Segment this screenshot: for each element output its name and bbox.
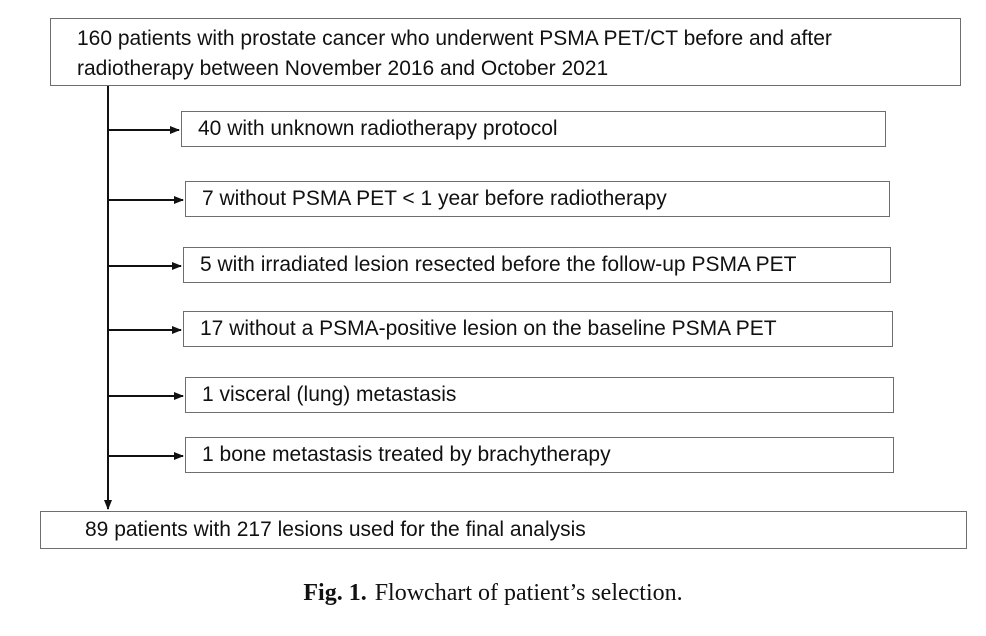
exclusion-box-6 <box>185 437 894 473</box>
exclusion-text: 5 with irradiated lesion resected before the follow-up PSMA PET <box>200 253 797 276</box>
figure-caption <box>0 580 986 607</box>
final-cohort-text: 89 patients with 217 lesions used for the final analysis <box>85 518 586 541</box>
exclusion-text: 1 visceral (lung) metastasis <box>202 383 457 406</box>
exclusion-box-1 <box>181 111 886 147</box>
exclusion-text: 1 bone metastasis treated by brachytherapy <box>202 443 611 466</box>
exclusion-box-2 <box>185 181 890 217</box>
final-cohort-box <box>40 511 967 549</box>
initial-cohort-line-1: 160 patients with prostate cancer who underwent PSMA PET/CT before and after <box>77 27 832 50</box>
initial-cohort-line-2: radiotherapy between November 2016 and October 2021 <box>77 57 609 80</box>
exclusion-box-3 <box>183 247 891 283</box>
exclusion-box-4 <box>183 311 893 347</box>
exclusion-text: 17 without a PSMA-positive lesion on the baseline PSMA PET <box>200 317 777 340</box>
figure-label: Fig. 1. <box>303 580 367 606</box>
exclusion-text: 7 without PSMA PET < 1 year before radiotherapy <box>202 187 667 210</box>
figure-caption-text: Flowchart of patient’s selection. <box>374 580 683 606</box>
initial-cohort-box <box>50 18 961 86</box>
exclusion-text: 40 with unknown radiotherapy protocol <box>198 117 558 140</box>
exclusion-box-5 <box>185 377 894 413</box>
